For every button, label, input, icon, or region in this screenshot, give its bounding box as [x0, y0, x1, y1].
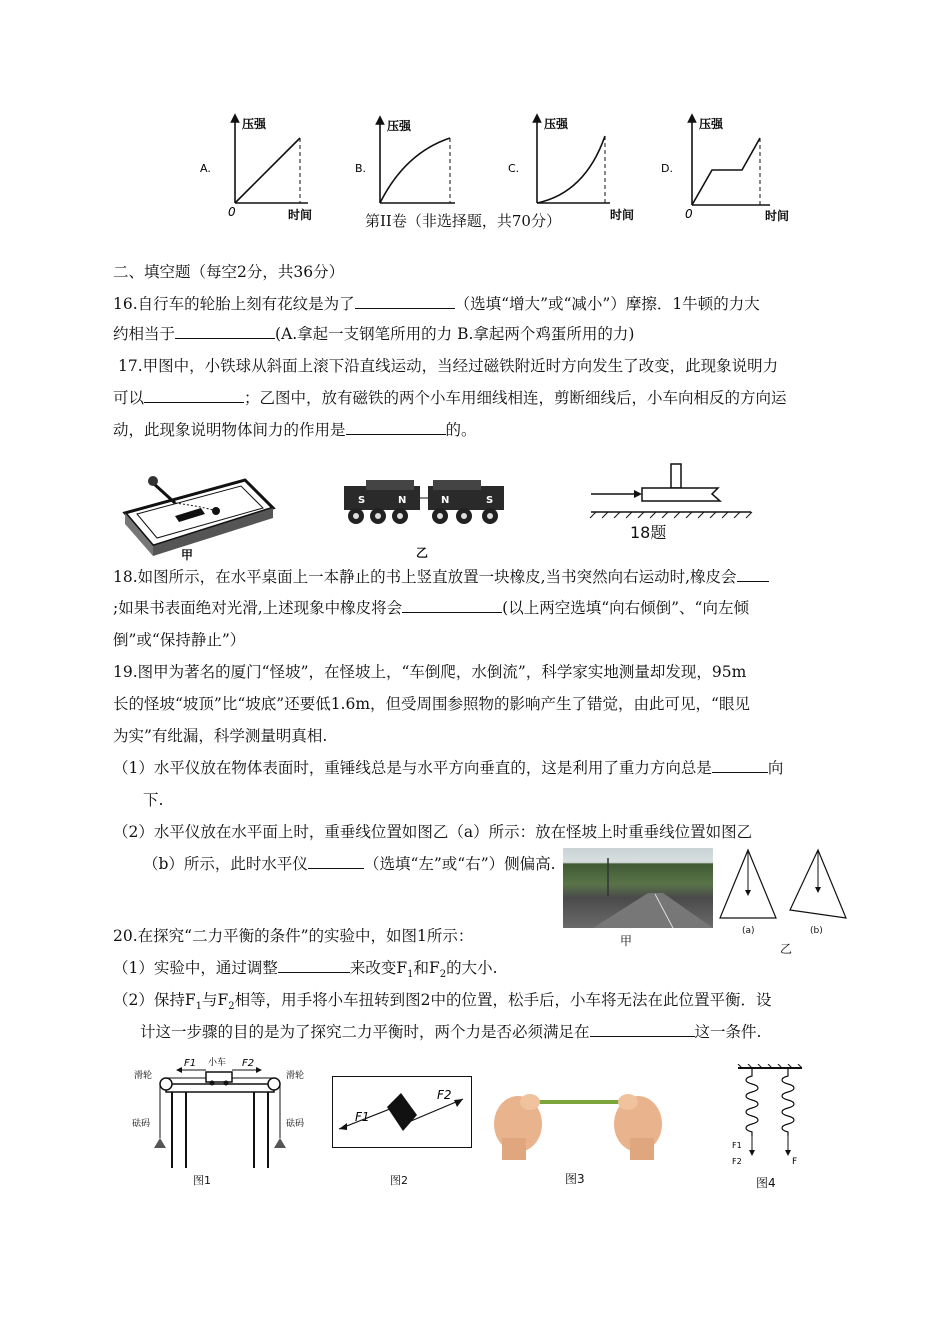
graph-c-xlabel: 时间 — [610, 208, 635, 222]
graph-a — [200, 116, 312, 222]
fig20-fig1-pulley-table — [130, 1056, 310, 1186]
q18-blank1[interactable] — [737, 567, 769, 582]
q20-line1: 20.在探究“二力平衡的条件”的实验中，如图1所示： — [113, 927, 474, 945]
q19-line2: 长的怪坡“坡顶”比“坡底”还要低1.6m，但受周围参照物的影响产生了错觉，由此可见，“眼见 — [113, 695, 750, 713]
section-title: 二、填空题（每空2分，共36分） — [113, 263, 345, 281]
fig19-b-label: (b) — [810, 926, 823, 936]
fig19-a-label: (a) — [742, 926, 755, 936]
q18-line1: 18.如图所示，在水平桌面上一本静止的书上竖直放置一块橡皮,当书突然向右运动时,橡皮会 — [113, 567, 769, 587]
q16-blank2[interactable] — [175, 324, 275, 339]
fig2-f1-label: F1 — [355, 1110, 370, 1124]
q19-blank2[interactable] — [308, 854, 364, 869]
fig-q18-caption: 18题 — [630, 523, 667, 542]
fig1-f2-label: F2 — [242, 1058, 255, 1069]
q19-sub1-line2: 下. — [143, 791, 164, 809]
fig19-slope-photo — [563, 848, 713, 928]
q17-blank1[interactable] — [144, 388, 244, 403]
q16-blank1[interactable] — [355, 294, 455, 309]
q20-sub2-line1: （2）保持$F_1$与$F_2$相等，用手将小车扭转到图2中的位置，松手后，小车将无法在此位置平衡．设 — [113, 991, 772, 1013]
fig20-caption4: 图4 — [756, 1176, 776, 1190]
magnet-pole-2: N — [398, 495, 407, 506]
graph-d-xlabel: 时间 — [765, 209, 790, 223]
fig-incline-magnet — [113, 458, 278, 568]
fig19-levels — [718, 848, 858, 956]
fig1-f1-label: F1 — [184, 1058, 197, 1069]
graph-a-option: A. — [200, 162, 211, 175]
q19-line1: 19.图甲为著名的厦门“怪坡”，在怪坡上，“车倒爬，水倒流”，科学家实地测量却发现，95m — [113, 663, 747, 681]
graph-a-ylabel: 压强 — [242, 117, 267, 131]
fig1-pulley-left: 滑轮 — [134, 1071, 153, 1081]
q16-line1: 16.自行车的轮胎上刻有花纹是为了 （选填“增大”或“减小”）摩擦．1牛顿的力大 — [113, 295, 760, 313]
part2-header: 第II卷（非选择题，共70分） — [365, 212, 561, 230]
fig19-jia-caption: 甲 — [620, 934, 633, 948]
fig2-f2-label: F2 — [437, 1088, 452, 1102]
fig4-f-label: F — [792, 1157, 798, 1167]
graph-d — [661, 116, 789, 223]
fig1-weight-left: 砝码 — [132, 1119, 151, 1129]
magnet-pole-1: S — [358, 495, 366, 506]
fig-q18-book-eraser — [586, 460, 756, 544]
fig20-caption2: 图2 — [390, 1174, 408, 1187]
magnet-pole-3: N — [441, 495, 450, 506]
fig20-caption1: 图1 — [193, 1174, 211, 1187]
q18-line3: 倒”或“保持静止”） — [113, 631, 246, 649]
q20-sub2-line2: 计这一步骤的目的是为了探究二力平衡时，两个力是否必须满足在 这一条件. — [140, 1023, 762, 1041]
fig20-fig3-hands-stretching — [488, 1080, 668, 1160]
graph-b — [355, 118, 455, 203]
q19-sub2-line2: （b）所示，此时水平仪 （选填“左”或“右”）侧偏高. — [143, 855, 556, 873]
fig20-fig4-springs — [730, 1064, 810, 1176]
graph-b-option: B. — [355, 162, 367, 175]
graph-d-option: D. — [661, 162, 673, 175]
graph-c-ylabel: 压强 — [544, 117, 569, 131]
q16-line2: 约相当于 (A.拿起一支钢笔所用的力 B.拿起两个鸡蛋所用的力) — [113, 325, 635, 343]
q19-sub1-line1: （1）水平仪放在物体表面时，重锤线总是与水平方向垂直的，这是利用了重力方向总是 向 — [113, 759, 784, 777]
fig4-f2-label: F2 — [732, 1157, 742, 1166]
q17-line1: 17.甲图中，小铁球从斜面上滚下沿直线运动，当经过磁铁附近时方向发生了改变，此现象说明力 — [118, 357, 779, 375]
q20-sub1: （1）实验中，通过调整 来改变$F_1$和$F_2$的大小. — [113, 959, 498, 981]
q19-line3: 为实”有纰漏，科学测量明真相. — [113, 727, 328, 745]
q20-blank2[interactable] — [590, 1022, 695, 1037]
q17-line3: 动，此现象说明物体间力的作用是 的。 — [113, 421, 477, 439]
fig1-cart-label: 小车 — [208, 1058, 227, 1068]
graph-b-ylabel: 压强 — [387, 119, 412, 133]
q17-line2: 可以 ；乙图中，放有磁铁的两个小车用细线相连，剪断细线后，小车向相反的方向运 — [113, 389, 787, 407]
magnet-pole-4: S — [486, 495, 494, 506]
graph-d-origin: 0 — [685, 207, 693, 221]
q18-blank2[interactable] — [402, 598, 502, 613]
graph-c-option: C. — [508, 162, 520, 175]
fig-magnet-carts — [336, 472, 512, 562]
graph-a-origin: 0 — [228, 205, 236, 219]
fig-yi-caption: 乙 — [416, 546, 429, 560]
fig-jia-caption: 甲 — [181, 548, 194, 562]
q17-blank2[interactable] — [346, 420, 446, 435]
fig1-pulley-right: 滑轮 — [286, 1071, 305, 1081]
fig20-fig2-twisted-cart — [332, 1076, 472, 1148]
q20-blank1[interactable] — [278, 958, 350, 973]
fig19-yi-caption: 乙 — [780, 942, 793, 956]
fig20-caption3: 图3 — [565, 1172, 585, 1186]
graph-c — [508, 116, 634, 222]
q19-sub2-line1: （2）水平仪放在水平面上时，重垂线位置如图乙（a）所示：放在怪坡上时重垂线位置如图乙 — [113, 823, 753, 841]
q18-line2: ;如果书表面绝对光滑,上述现象中橡皮将会 (以上两空选填“向右倾倒”、“向左倾 — [113, 599, 749, 617]
fig4-f1-label: F1 — [732, 1141, 742, 1150]
q19-blank1[interactable] — [712, 758, 768, 773]
fig1-weight-right: 砝码 — [286, 1119, 305, 1129]
graph-d-ylabel: 压强 — [699, 117, 724, 131]
graph-a-xlabel: 时间 — [288, 208, 313, 222]
